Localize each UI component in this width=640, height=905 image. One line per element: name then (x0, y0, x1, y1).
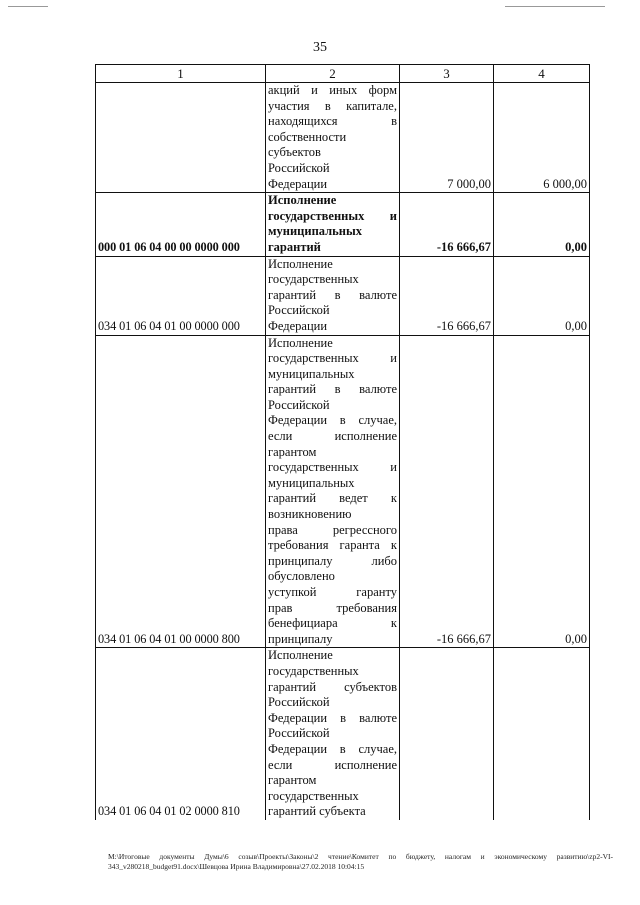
description-line: Исполнение (268, 193, 337, 208)
budget-code-cell: 034 01 06 04 01 00 0000 800 (96, 335, 266, 648)
description-cell (266, 193, 400, 256)
file-path-footer (108, 852, 613, 872)
description-line: если исполнение (268, 757, 397, 772)
description-line: Российской (268, 726, 330, 741)
description-cell (266, 648, 400, 820)
description-line: уступкой гаранту (268, 585, 397, 599)
description-cell (266, 83, 400, 193)
description-line: государственных (268, 663, 359, 678)
description-line: гарантий в валюте (268, 382, 397, 397)
description-line: гарантий в валюте (268, 287, 397, 302)
table-row (96, 648, 590, 820)
description-line: муниципальных (268, 366, 355, 381)
description-line: Исполнение (268, 335, 333, 350)
description-line: гарантий субъектов (268, 679, 397, 694)
description-line: прав требования (268, 600, 397, 615)
description-line: Исполнение (268, 648, 333, 663)
description-line: гарантий субъекта (268, 804, 366, 819)
table-row (96, 256, 590, 335)
description-line: если исполнение (268, 429, 397, 444)
description-line: субъектов (268, 145, 321, 160)
description-line: Российской (268, 160, 330, 175)
description-line: муниципальных (268, 224, 362, 239)
amount-col4-cell: 0,00 (494, 193, 590, 256)
page-number: 35 (313, 40, 327, 55)
budget-code-cell: 034 01 06 04 01 00 0000 000 (96, 256, 266, 335)
description-line: гарантом (268, 773, 317, 788)
column-header: 4 (494, 65, 590, 83)
amount-col3-cell: -16 666,67 (400, 193, 494, 256)
description-line: Федерации в случае, (268, 741, 397, 756)
description-line: находящихся в (268, 114, 397, 129)
table-row (96, 83, 590, 193)
description-line: участия в капитале, (268, 98, 397, 113)
description-line: государственных (268, 788, 359, 803)
description-line: собственности (268, 129, 347, 144)
description-line: требования гаранта к (268, 538, 397, 553)
amount-col3-cell: -16 666,67 (400, 256, 494, 335)
description-line: муниципальных (268, 475, 355, 490)
description-line: обусловлено (268, 569, 335, 584)
description-line: принципалу (268, 631, 333, 646)
budget-code-cell: 000 01 06 04 00 00 0000 000 (96, 193, 266, 256)
description-line: государственных и (268, 208, 397, 223)
footer-line: M:\Итоговые документы Думы\6 созыв\Проекты\Законы\2 чтение\Комитет по бюджету, налогам и экономическому развитию\zp2-VI- (108, 852, 613, 861)
budget-code-cell: 034 01 06 04 01 02 0000 810 (96, 648, 266, 820)
description-line: Федерации в валюте (268, 710, 397, 725)
description-line: гарантом (268, 444, 317, 459)
description-line: гарантий (268, 239, 321, 254)
description-line: Федерации (268, 176, 328, 191)
column-header: 3 (400, 65, 494, 83)
scan-mark (505, 6, 605, 7)
budget-table (95, 64, 590, 820)
description-line: акций и иных форм (268, 83, 397, 97)
table-row (96, 193, 590, 256)
amount-col4-cell: 0,00 (494, 335, 590, 648)
description-line: Российской (268, 397, 330, 412)
amount-col4-cell: 6 000,00 (494, 83, 590, 193)
description-cell (266, 335, 400, 648)
amount-col3-cell: -16 666,67 (400, 335, 494, 648)
description-line: Российской (268, 303, 330, 318)
description-cell (266, 256, 400, 335)
description-line: государственных и (268, 460, 397, 475)
description-line: Российской (268, 695, 330, 710)
footer-line: 343_v280218_budget91.docx\Шевцова Ирина Владимировна\27.02.2018 10:04:15 (108, 862, 365, 871)
header-row (96, 65, 590, 83)
description-line: Исполнение (268, 256, 333, 271)
description-line: Федерации в случае, (268, 413, 397, 428)
description-line: бенефициара к (268, 616, 397, 631)
table-row (96, 335, 590, 648)
amount-col3-cell (400, 648, 494, 820)
description-line: государственных и (268, 351, 397, 366)
budget-code-cell (96, 83, 266, 193)
scan-mark (8, 6, 48, 7)
amount-col4-cell (494, 648, 590, 820)
column-header: 2 (266, 65, 400, 83)
description-line: гарантий ведет к (268, 491, 397, 506)
amount-col4-cell: 0,00 (494, 256, 590, 335)
description-line: Федерации (268, 318, 328, 333)
amount-col3-cell: 7 000,00 (400, 83, 494, 193)
description-line: государственных (268, 272, 359, 287)
column-header: 1 (96, 65, 266, 83)
description-line: права регрессного (268, 522, 397, 537)
description-line: принципалу либо (268, 553, 397, 568)
description-line: возникновению (268, 507, 352, 522)
